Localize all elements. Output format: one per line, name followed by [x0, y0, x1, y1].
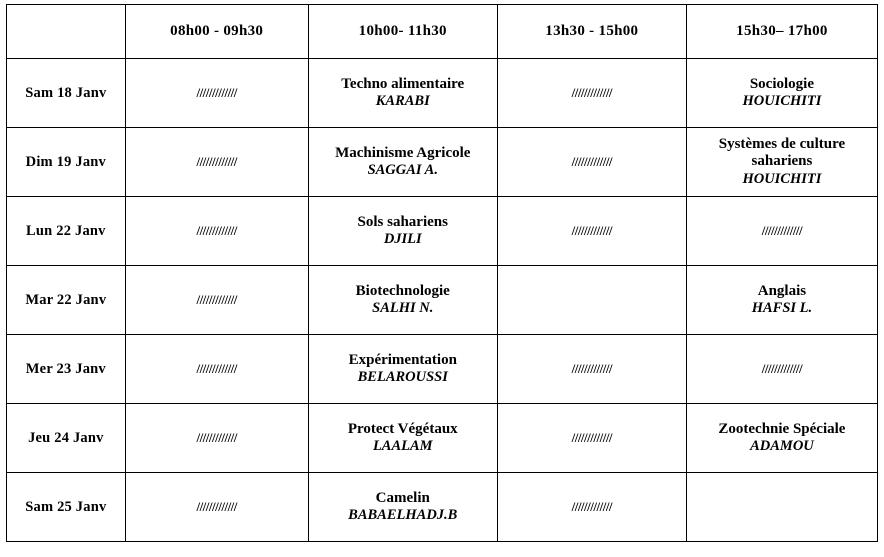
teacher-name: HOUICHITI	[742, 93, 822, 110]
schedule-cell	[125, 404, 308, 473]
schedule-cell	[308, 266, 497, 335]
schedule-cell	[686, 59, 877, 128]
header-cell-slot4: 15h30– 17h00	[686, 5, 877, 59]
header-cell-day	[7, 5, 126, 59]
schedule-cell	[686, 473, 877, 542]
table-row	[7, 404, 878, 473]
schedule-cell	[125, 473, 308, 542]
schedule-cell	[125, 128, 308, 197]
schedule-cell	[686, 335, 877, 404]
teacher-name: SAGGAI A.	[367, 162, 438, 179]
schedule-cell	[497, 404, 686, 473]
day-label: Jeu 24 Janv	[7, 404, 126, 473]
course-name: Biotechnologie	[355, 282, 450, 299]
hatched-fill: /////////////	[196, 430, 237, 445]
header-cell-slot1: 08h00 - 09h30	[125, 5, 308, 59]
course-name: Machinisme Agricole	[335, 144, 471, 161]
schedule-cell	[686, 128, 877, 197]
course-name: Systèmes de culture sahariens	[718, 135, 846, 170]
day-label: Sam 18 Janv	[7, 59, 126, 128]
schedule-cell	[308, 128, 497, 197]
day-label: Lun 22 Janv	[7, 197, 126, 266]
schedule-cell	[125, 335, 308, 404]
hatched-fill: /////////////	[196, 223, 237, 238]
hatched-fill: /////////////	[761, 223, 803, 238]
hatched-fill: /////////////	[196, 361, 237, 376]
course-name: Sociologie	[749, 75, 815, 92]
schedule-cell	[497, 128, 686, 197]
hatched-fill: /////////////	[571, 499, 613, 514]
schedule-cell	[497, 59, 686, 128]
day-label: Mar 22 Janv	[7, 266, 126, 335]
hatched-fill: /////////////	[571, 154, 613, 169]
schedule-cell	[497, 266, 686, 335]
teacher-name: HAFSI L.	[751, 300, 813, 317]
course-name: Camelin	[375, 489, 430, 506]
table-row	[7, 197, 878, 266]
teacher-name: SALHI N.	[372, 300, 434, 317]
table-row	[7, 59, 878, 128]
day-label: Sam 25 Janv	[7, 473, 126, 542]
header-cell-slot2: 10h00- 11h30	[308, 5, 497, 59]
schedule-cell	[125, 59, 308, 128]
hatched-fill: /////////////	[196, 85, 237, 100]
teacher-name: LAALAM	[372, 438, 433, 455]
teacher-name: ADAMOU	[750, 438, 814, 455]
schedule-cell	[686, 404, 877, 473]
hatched-fill: /////////////	[196, 154, 237, 169]
course-name: Expérimentation	[348, 351, 457, 368]
table-body	[7, 59, 878, 542]
course-name: Techno alimentaire	[341, 75, 465, 92]
timetable-table	[6, 4, 878, 542]
course-name: Zootechnie Spéciale	[718, 420, 846, 437]
teacher-name: BELAROUSSI	[357, 369, 448, 386]
hatched-fill: /////////////	[571, 430, 613, 445]
schedule-cell	[125, 266, 308, 335]
hatched-fill: /////////////	[571, 361, 613, 376]
schedule-cell	[125, 197, 308, 266]
schedule-cell	[308, 59, 497, 128]
course-name: Sols sahariens	[357, 213, 448, 230]
table-row	[7, 473, 878, 542]
table-row	[7, 335, 878, 404]
teacher-name: KARABI	[375, 93, 430, 110]
schedule-cell	[497, 197, 686, 266]
table-row	[7, 266, 878, 335]
schedule-cell	[497, 335, 686, 404]
teacher-name: DJILI	[383, 231, 422, 248]
teacher-name: BABAELHADJ.B	[348, 507, 458, 524]
hatched-fill: /////////////	[571, 85, 613, 100]
schedule-cell	[308, 404, 497, 473]
hatched-fill: /////////////	[761, 361, 803, 376]
teacher-name: HOUICHITI	[742, 171, 822, 188]
schedule-cell	[686, 197, 877, 266]
schedule-cell	[308, 473, 497, 542]
hatched-fill: /////////////	[196, 292, 237, 307]
course-name: Anglais	[757, 282, 807, 299]
table-header	[7, 5, 878, 59]
header-cell-slot3: 13h30 - 15h00	[497, 5, 686, 59]
header-row	[7, 5, 878, 59]
schedule-cell	[686, 266, 877, 335]
schedule-cell	[308, 197, 497, 266]
schedule-cell	[497, 473, 686, 542]
timetable-sheet	[0, 4, 884, 557]
course-name: Protect Végétaux	[347, 420, 458, 437]
day-label: Dim 19 Janv	[7, 128, 126, 197]
hatched-fill: /////////////	[571, 223, 613, 238]
day-label: Mer 23 Janv	[7, 335, 126, 404]
schedule-cell	[308, 335, 497, 404]
hatched-fill: /////////////	[196, 499, 237, 514]
table-row	[7, 128, 878, 197]
